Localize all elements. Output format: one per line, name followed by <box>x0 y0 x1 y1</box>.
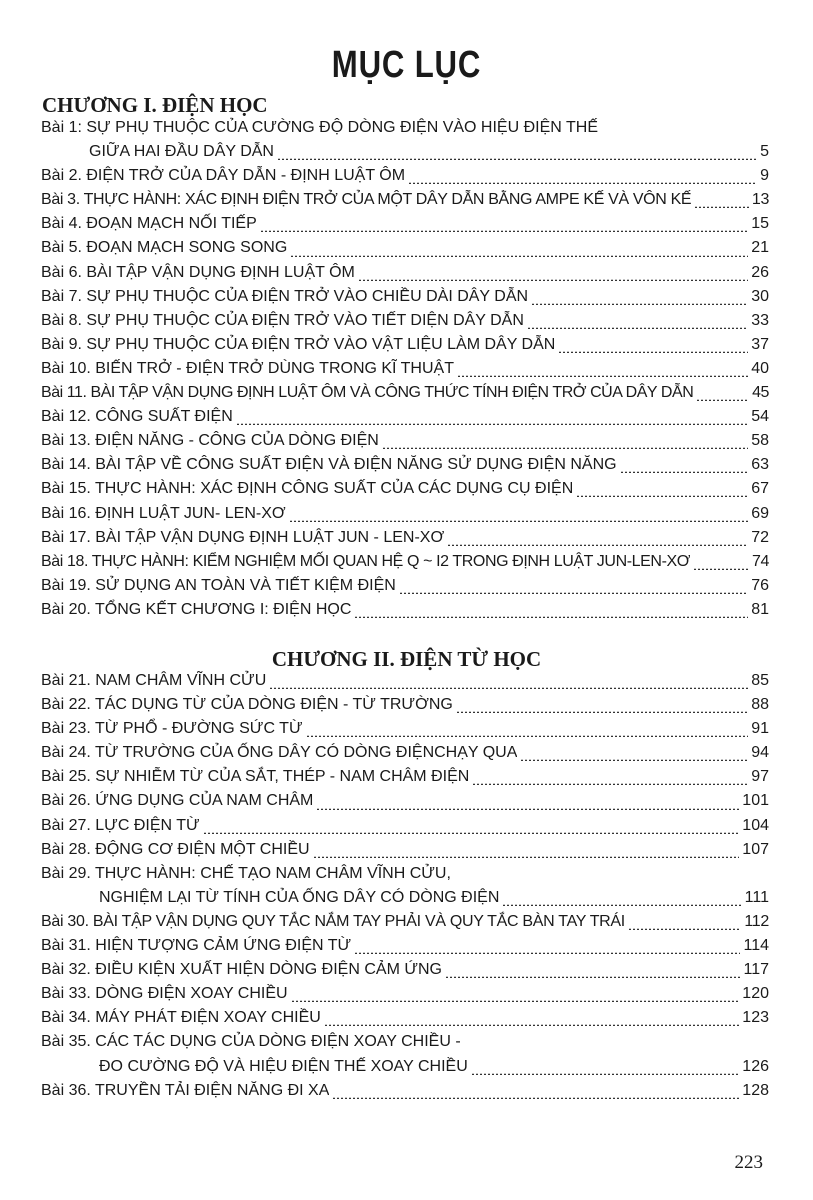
dot-leader <box>382 439 748 449</box>
toc-page-number: 117 <box>743 961 769 979</box>
dot-leader <box>628 920 741 930</box>
toc-entry[interactable] <box>41 717 769 741</box>
toc-entry-title: Bài 36. TRUYỀN TẢI ĐIỆN NĂNG ĐI XA <box>41 1081 330 1099</box>
dot-leader <box>696 391 749 401</box>
dot-leader <box>471 1065 740 1075</box>
toc-entry-title: Bài 6. BÀI TẬP VẬN DỤNG ĐỊNH LUẬT ÔM <box>41 263 355 281</box>
toc-page-number: 112 <box>744 912 769 930</box>
toc-entry[interactable] <box>41 598 769 622</box>
toc-entry-title: Bài 8. SỰ PHỤ THUỘC CỦA ĐIỆN TRỞ VÀO TIẾT DIỆN DÂY DẪN <box>41 311 524 329</box>
toc-page-number: 72 <box>751 528 769 546</box>
toc-entry-title: NGHIỆM LẠI TỪ TÍNH CỦA ỐNG DÂY CÓ DÒNG ĐIỆN <box>99 888 500 906</box>
toc-entry[interactable] <box>41 862 769 886</box>
toc-page-number: 5 <box>760 143 769 161</box>
toc-entry[interactable] <box>41 765 769 789</box>
dot-leader <box>472 775 748 785</box>
toc-entry[interactable] <box>41 188 769 212</box>
dot-leader <box>558 343 748 353</box>
toc-page-number: 37 <box>751 335 769 353</box>
toc-page-number: 107 <box>742 840 769 858</box>
dot-leader <box>694 198 749 208</box>
toc-entry[interactable] <box>41 309 769 333</box>
dot-leader <box>354 944 740 954</box>
toc-entry-title: Bài 23. TỪ PHỔ - ĐƯỜNG SỨC TỪ <box>41 720 303 738</box>
dot-leader <box>291 992 740 1002</box>
toc-entry[interactable] <box>41 212 769 236</box>
toc-page-number: 123 <box>742 1009 769 1027</box>
dot-leader <box>531 295 748 305</box>
toc-entry[interactable] <box>41 1055 769 1079</box>
toc-page-number: 15 <box>751 215 769 233</box>
toc-page-number: 114 <box>743 937 769 955</box>
toc-entry-title: Bài 32. ĐIỀU KIỆN XUẤT HIỆN DÒNG ĐIỆN CẢM ỨNG <box>41 961 442 979</box>
toc-entry[interactable] <box>41 285 769 309</box>
dot-leader <box>236 415 748 425</box>
toc-page-number: 69 <box>751 504 769 522</box>
toc-entry[interactable] <box>41 838 769 862</box>
toc-entry[interactable] <box>41 116 769 140</box>
toc-entry-title: Bài 34. MÁY PHÁT ĐIỆN XOAY CHIỀU <box>41 1009 321 1027</box>
page-number: 223 <box>734 1152 763 1173</box>
toc-entry-title: Bài 28. ĐỘNG CƠ ĐIỆN MỘT CHIỀU <box>41 840 310 858</box>
toc-entry[interactable] <box>41 574 769 598</box>
toc-page-number: 74 <box>752 552 769 570</box>
toc-page-number: 26 <box>751 263 769 281</box>
toc-entry-title: Bài 30. BÀI TẬP VẬN DỤNG QUY TẮC NẮM TAY PHẢI VÀ QUY TẮC BÀN TAY TRÁI <box>41 912 625 930</box>
toc-entry-title: Bài 24. TỪ TRƯỜNG CỦA ỐNG DÂY CÓ DÒNG ĐIỆNCHẠY QUA <box>41 744 518 762</box>
toc-entry-title: Bài 1: SỰ PHỤ THUỘC CỦA CƯỜNG ĐỘ DÒNG ĐIỆN VÀO HIỆU ĐIỆN THẾ <box>41 119 598 136</box>
toc-page-number: 94 <box>751 744 769 762</box>
dot-leader <box>358 271 748 281</box>
toc-entry[interactable] <box>41 261 769 285</box>
toc-entry[interactable] <box>41 814 769 838</box>
toc-page-number: 45 <box>752 384 769 402</box>
toc-entry-title: Bài 19. SỬ DỤNG AN TOÀN VÀ TIẾT KIỆM ĐIỆN <box>41 576 396 594</box>
toc-page-number: 91 <box>751 720 769 738</box>
toc-entry[interactable] <box>41 789 769 813</box>
toc-entry-title: Bài 20. TỔNG KẾT CHƯƠNG I: ĐIỆN HỌC <box>41 600 352 618</box>
toc-entry[interactable] <box>41 140 769 164</box>
toc-entry[interactable] <box>41 669 769 693</box>
toc-entry-title: Bài 4. ĐOẠN MẠCH NỐI TIẾP <box>41 215 257 233</box>
toc-entry-title: Bài 5. ĐOẠN MẠCH SONG SONG <box>41 239 288 257</box>
toc-entry-title: Bài 10. BIẾN TRỞ - ĐIỆN TRỞ DÙNG TRONG KĨ THUẬT <box>41 359 454 377</box>
toc-entry[interactable] <box>41 429 769 453</box>
page-title: MỤC LỤC <box>331 44 482 86</box>
toc-entry-title: Bài 7. SỰ PHỤ THUỘC CỦA ĐIỆN TRỞ VÀO CHIỀU DÀI DÂY DẪN <box>41 287 529 305</box>
toc-entry[interactable] <box>41 502 769 526</box>
toc-entry-title: Bài 21. NAM CHÂM VĨNH CỬU <box>41 672 267 689</box>
dot-leader <box>324 1016 740 1026</box>
chapter-1-heading: CHƯƠNG I. ĐIỆN HỌC <box>42 93 268 117</box>
dot-leader <box>693 560 749 570</box>
toc-entry-title: Bài 29. THỰC HÀNH: CHẾ TẠO NAM CHÂM VĨNH CỬU, <box>41 864 451 882</box>
dot-leader <box>277 150 757 160</box>
toc-page-number: 97 <box>751 768 769 786</box>
toc-entry[interactable] <box>41 477 769 501</box>
toc-entry-title: Bài 35. CÁC TÁC DỤNG CỦA DÒNG ĐIỆN XOAY CHIỀU - <box>41 1033 461 1051</box>
dot-leader <box>456 703 748 713</box>
dot-leader <box>445 968 740 978</box>
toc-entry[interactable] <box>41 1030 769 1054</box>
dot-leader <box>269 679 748 689</box>
toc-entry[interactable] <box>41 453 769 477</box>
dot-leader <box>290 247 748 257</box>
dot-leader <box>620 463 749 473</box>
toc-entry[interactable] <box>41 236 769 260</box>
dot-leader <box>289 512 749 522</box>
dot-leader <box>520 751 748 761</box>
toc-entry[interactable] <box>41 982 769 1006</box>
dot-leader <box>527 319 748 329</box>
toc-entry[interactable] <box>41 333 769 357</box>
dot-leader <box>260 222 748 232</box>
toc-entry[interactable] <box>41 405 769 429</box>
toc-page-number: 67 <box>751 480 769 498</box>
dot-leader <box>203 824 740 834</box>
toc-page-number: 76 <box>751 576 769 594</box>
toc-page-number: 88 <box>751 696 769 714</box>
dot-leader <box>399 584 748 594</box>
toc-entry-title: Bài 31. HIỆN TƯỢNG CẢM ỨNG ĐIỆN TỪ <box>41 937 352 955</box>
dot-leader <box>447 536 748 546</box>
toc-page-number: 120 <box>742 985 769 1003</box>
toc-page-number: 21 <box>751 239 769 257</box>
toc-entry-title: Bài 11. BÀI TẬP VẬN DỤNG ĐỊNH LUẬT ÔM VÀ CÔNG THỨC TÍNH ĐIỆN TRỞ CỦA DÂY DẪN <box>41 384 694 402</box>
toc-entry-title: Bài 33. DÒNG ĐIỆN XOAY CHIỀU <box>41 985 288 1003</box>
toc-entry-title: Bài 22. TÁC DỤNG TỪ CỦA DÒNG ĐIỆN - TỪ TRƯỜNG <box>41 696 453 714</box>
toc-page-number: 104 <box>742 816 769 834</box>
toc-entry-title: Bài 14. BÀI TẬP VỀ CÔNG SUẤT ĐIỆN VÀ ĐIỆN NĂNG SỬ DỤNG ĐIỆN NĂNG <box>41 456 617 474</box>
toc-entry[interactable] <box>41 164 769 188</box>
toc-entry[interactable] <box>41 357 769 381</box>
toc-page-number: 58 <box>751 432 769 450</box>
toc-entry-title: Bài 9. SỰ PHỤ THUỘC CỦA ĐIỆN TRỞ VÀO VẬT LIỆU LÀM DÂY DẪN <box>41 335 556 353</box>
toc-page-number: 111 <box>744 888 769 906</box>
toc-entry[interactable] <box>41 886 769 910</box>
toc-page-number: 85 <box>751 672 769 689</box>
toc-entry-title: Bài 25. SỰ NHIỄM TỪ CỦA SẮT, THÉP - NAM CHÂM ĐIỆN <box>41 768 470 786</box>
toc-entry[interactable] <box>41 381 769 405</box>
toc-entry[interactable] <box>41 1006 769 1030</box>
dot-leader <box>316 800 739 810</box>
dot-leader <box>354 608 748 618</box>
toc-page-number: 33 <box>751 311 769 329</box>
toc-page-number: 13 <box>751 191 769 209</box>
dot-leader <box>313 848 740 858</box>
dot-leader <box>576 487 748 497</box>
toc-page-number: 81 <box>751 600 769 618</box>
toc-chapter-1 <box>41 116 769 622</box>
toc-entry-title: Bài 27. LỰC ĐIỆN TỪ <box>41 816 200 834</box>
chapter-2-heading: CHƯƠNG II. ĐIỆN TỪ HỌC <box>271 647 542 671</box>
toc-page-number: 126 <box>742 1057 769 1075</box>
toc-entry-title: Bài 17. BÀI TẬP VẬN DỤNG ĐỊNH LUẬT JUN - LEN-XƠ <box>41 528 445 546</box>
dot-leader <box>306 727 749 737</box>
toc-entry-title: Bài 16. ĐỊNH LUẬT JUN- LEN-XƠ <box>41 504 286 522</box>
dot-leader <box>408 174 757 184</box>
toc-entry[interactable] <box>41 1079 769 1103</box>
dot-leader <box>332 1089 739 1099</box>
toc-entry[interactable] <box>41 526 769 550</box>
toc-page-number: 9 <box>760 167 769 185</box>
toc-entry-title: ĐO CƯỜNG ĐỘ VÀ HIỆU ĐIỆN THẾ XOAY CHIỀU <box>99 1057 468 1075</box>
toc-entry[interactable] <box>41 741 769 765</box>
toc-entry-title: Bài 12. CÔNG SUẤT ĐIỆN <box>41 408 233 426</box>
dot-leader <box>457 367 748 377</box>
toc-entry-title: Bài 15. THỰC HÀNH: XÁC ĐỊNH CÔNG SUẤT CỦA CÁC DỤNG CỤ ĐIỆN <box>41 480 574 498</box>
toc-page-number: 128 <box>742 1081 769 1099</box>
toc-entry[interactable] <box>41 958 769 982</box>
toc-entry-title: Bài 2. ĐIỆN TRỞ CỦA DÂY DẪN - ĐỊNH LUẬT ÔM <box>41 167 406 185</box>
toc-entry-title: Bài 3. THỰC HÀNH: XÁC ĐỊNH ĐIỆN TRỞ CỦA MỘT DÂY DẪN BẰNG AMPE KẾ VÀ VÔN KẾ <box>41 191 692 209</box>
toc-page-number: 40 <box>751 359 769 377</box>
dot-leader <box>502 896 741 906</box>
toc-entry[interactable] <box>41 550 769 574</box>
toc-page-number: 54 <box>751 408 769 426</box>
toc-chapter-2 <box>41 669 769 1103</box>
toc-page-number: 63 <box>751 456 769 474</box>
toc-entry[interactable] <box>41 693 769 717</box>
toc-entry-title: Bài 18. THỰC HÀNH: KIỂM NGHIỆM MỐI QUAN HỆ Q ~ I2 TRONG ĐỊNH LUẬT JUN-LEN-XƠ <box>41 552 691 570</box>
toc-entry-title: Bài 13. ĐIỆN NĂNG - CÔNG CỦA DÒNG ĐIỆN <box>41 432 379 450</box>
toc-entry-title: GIỮA HAI ĐẦU DÂY DẪN <box>89 143 274 161</box>
toc-entry[interactable] <box>41 910 769 934</box>
toc-page-number: 101 <box>742 792 769 810</box>
toc-page-number: 30 <box>751 287 769 305</box>
toc-entry[interactable] <box>41 934 769 958</box>
toc-entry-title: Bài 26. ỨNG DỤNG CỦA NAM CHÂM <box>41 792 314 810</box>
